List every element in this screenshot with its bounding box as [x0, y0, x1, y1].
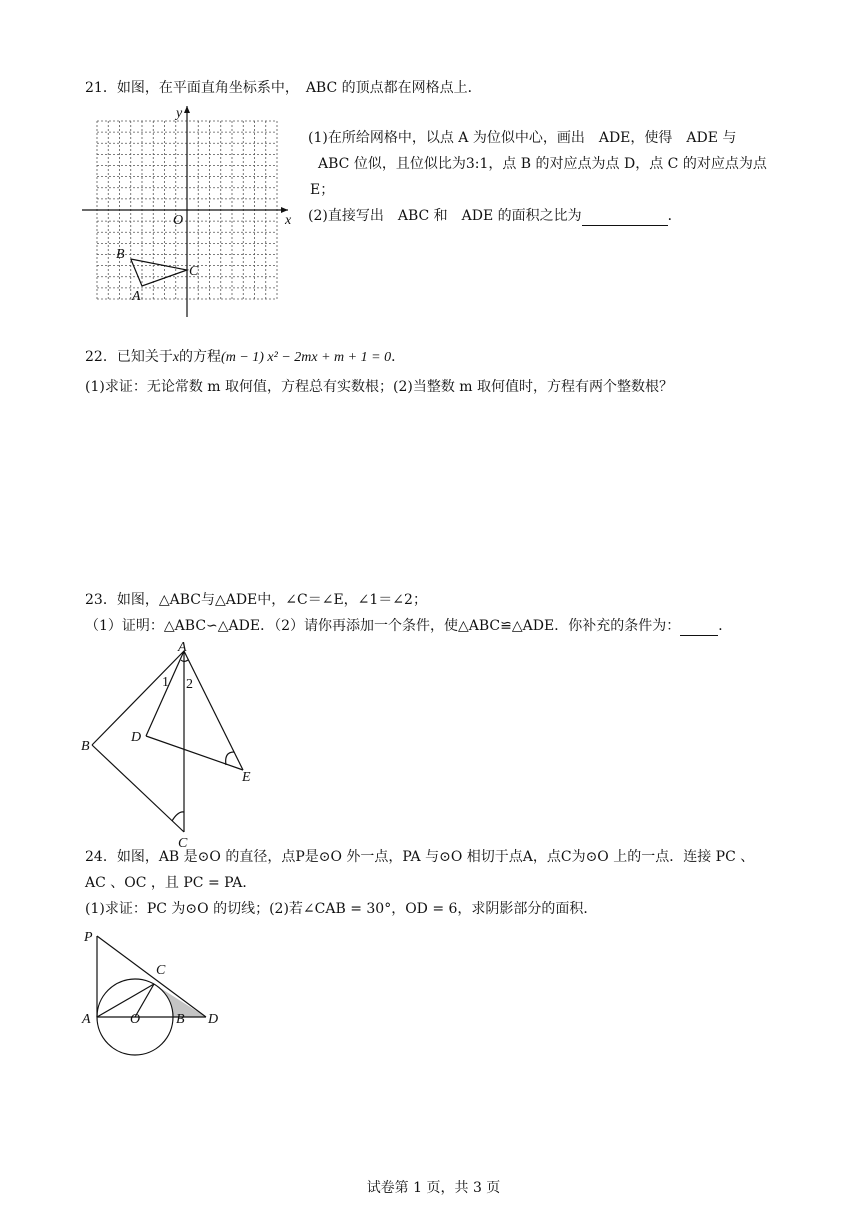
q24-point-a-label: A [82, 1012, 91, 1027]
page-footer: 试卷第 1 页，共 3 页 [366, 1180, 501, 1196]
q23-point-b-label: B [81, 739, 90, 754]
q23-parts-end: ． [718, 618, 733, 634]
q21-grid-figure [82, 104, 292, 319]
q23-point-d-label: D [131, 730, 142, 745]
q23-figure [78, 640, 278, 850]
q21-answer-blank [582, 211, 668, 226]
q21-part2 [308, 208, 682, 226]
q23-stem: 23．如图，△ABC与△ADE中，∠C＝∠E，∠1＝∠2； [85, 592, 427, 608]
q24-point-o-label: O [130, 1012, 141, 1027]
q21-part1-line3: E； [310, 182, 335, 198]
q23-answer-blank [680, 621, 718, 636]
q22-stem [85, 349, 405, 367]
q21-part2-end: ． [667, 208, 682, 224]
q21-point-b-label: B [116, 247, 125, 262]
q21-part1-line2: ABC 位似，且位似比为3:1，点 B 的对应点为点 D，点 C 的对应点为点 [318, 156, 767, 172]
q23-parts [85, 618, 732, 636]
q21-origin-label: O [173, 213, 184, 228]
q24-point-b-label: B [176, 1012, 185, 1027]
q23-angle-1-label: 1 [162, 675, 169, 690]
q22-prefix: 22．已知关于 [85, 349, 173, 365]
q24-stem-line1: 24．如图，AB 是⊙O 的直径，点P是⊙O 外一点，PA 与⊙O 相切于点A，点C为⊙O 上的一点．连接 PC 、 [85, 849, 755, 865]
q21-axis-x-label: x [285, 213, 292, 228]
q22-end: ． [391, 349, 406, 365]
q24-point-d-label: D [208, 1012, 219, 1027]
q23-point-e-label: E [242, 770, 251, 785]
q21-point-c-label: C [189, 264, 199, 279]
q21-stem: 21．如图，在平面直角坐标系中， ABC 的顶点都在网格点上． [85, 80, 482, 96]
q24-figure [78, 926, 238, 1056]
q24-point-p-label: P [84, 930, 93, 945]
q21-point-a-label: A [132, 289, 141, 304]
q22-parts: (1)求证：无论常数 m 取何值，方程总有实数根；(2)当整数 m 取何值时，方程有两个整数根？ [85, 379, 674, 395]
q21-part2-text: (2)直接写出 ABC 和 ADE 的面积之比为 [308, 208, 582, 224]
q24-stem-line2: AC 、OC ，且 PC = PA． [85, 875, 257, 891]
q23-parts-text: （1）证明：△ABC∽△ADE．（2）请你再添加一个条件，使△ABC≌△ADE．你补充的条件为： [85, 618, 681, 634]
q23-point-c-label: C [178, 836, 188, 850]
q22-mid: 的方程 [179, 349, 222, 365]
q21-part1-line1: (1)在所给网格中，以点 A 为位似中心，画出 ADE，使得 ADE 与 [308, 130, 737, 146]
q21-axis-y-label: y [176, 106, 183, 121]
q22-equation: (m − 1) x² − 2mx + m + 1 = 0 [221, 350, 392, 365]
q24-parts: (1)求证：PC 为⊙O 的切线；(2)若∠CAB = 30°，OD = 6，求阴影部分的面积． [85, 901, 598, 917]
q23-angle-2-label: 2 [186, 677, 193, 692]
q22-var: x [172, 350, 180, 365]
q24-point-c-label: C [156, 963, 166, 978]
q21-triangle-abc [131, 259, 187, 286]
q23-point-a-label: A [178, 640, 187, 655]
q21-axes [82, 106, 288, 317]
